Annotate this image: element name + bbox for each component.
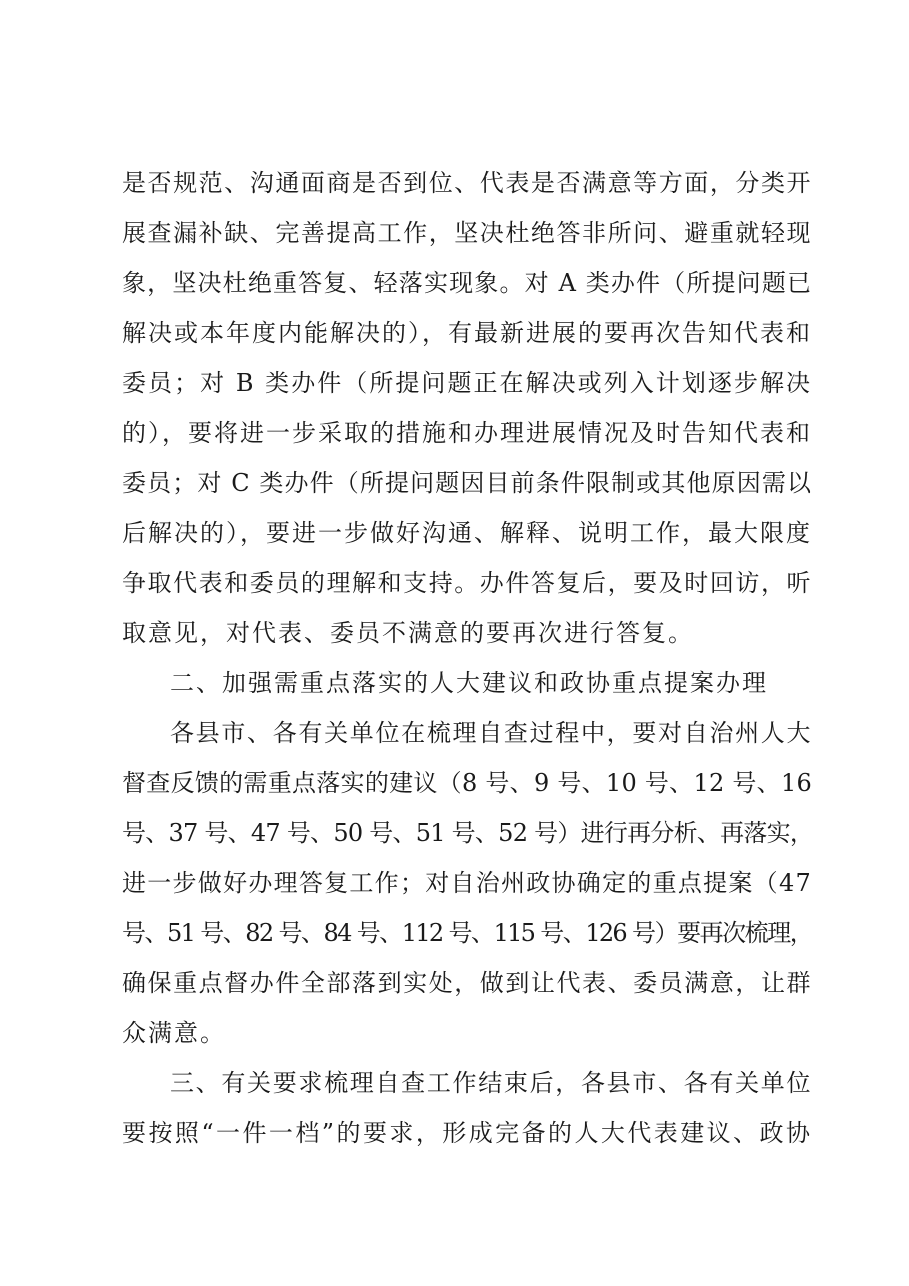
text-line: 委员；对 B 类办件（所提问题正在解决或列入计划逐步解决 bbox=[122, 369, 812, 397]
text-line: 要按照“一件一档”的要求，形成完备的人大代表建议、政协 bbox=[122, 1119, 812, 1147]
text-line: 众满意。 bbox=[122, 1019, 226, 1047]
text-line: 各县市、各有关单位在梳理自查过程中，要对自治州人大 bbox=[170, 719, 812, 747]
text-line: 取意见，对代表、委员不满意的要再次进行答复。 bbox=[122, 619, 694, 647]
text-line: 象，坚决杜绝重答复、轻落实现象。对 A 类办件（所提问题已 bbox=[122, 269, 812, 297]
text-line: 三、有关要求梳理自查工作结束后，各县市、各有关单位 bbox=[170, 1069, 812, 1097]
text-line: 督查反馈的需重点落实的建议（8 号、9 号、10 号、12 号、16 bbox=[122, 769, 812, 797]
section-heading: 二、加强需重点落实的人大建议和政协重点提案办理 bbox=[170, 669, 768, 697]
text-line: 展查漏补缺、完善提高工作，坚决杜绝答非所问、避重就轻现 bbox=[122, 219, 812, 247]
text-line: 进一步做好办理答复工作；对自治州政协确定的重点提案（47 bbox=[122, 869, 812, 897]
text-line: 的），要将进一步采取的措施和办理进展情况及时告知代表和 bbox=[122, 419, 812, 447]
text-line: 后解决的），要进一步做好沟通、解释、说明工作，最大限度 bbox=[122, 519, 812, 547]
text-line: 解决或本年度内能解决的），有最新进展的要再次告知代表和 bbox=[122, 319, 812, 347]
text-line: 委员；对 C 类办件（所提问题因目前条件限制或其他原因需以 bbox=[122, 469, 812, 497]
document-body bbox=[122, 158, 812, 1158]
text-line: 争取代表和委员的理解和支持。办件答复后，要及时回访，听 bbox=[122, 569, 812, 597]
text-line: 号、51 号、82 号、84 号、112 号、115 号、126 号）要再次梳理， bbox=[122, 919, 812, 947]
text-line: 是否规范、沟通面商是否到位、代表是否满意等方面，分类开 bbox=[122, 169, 812, 197]
text-line: 号、37 号、47 号、50 号、51 号、52 号）进行再分析、再落实， bbox=[122, 819, 814, 847]
text-line: 确保重点督办件全部落到实处，做到让代表、委员满意，让群 bbox=[122, 969, 812, 997]
